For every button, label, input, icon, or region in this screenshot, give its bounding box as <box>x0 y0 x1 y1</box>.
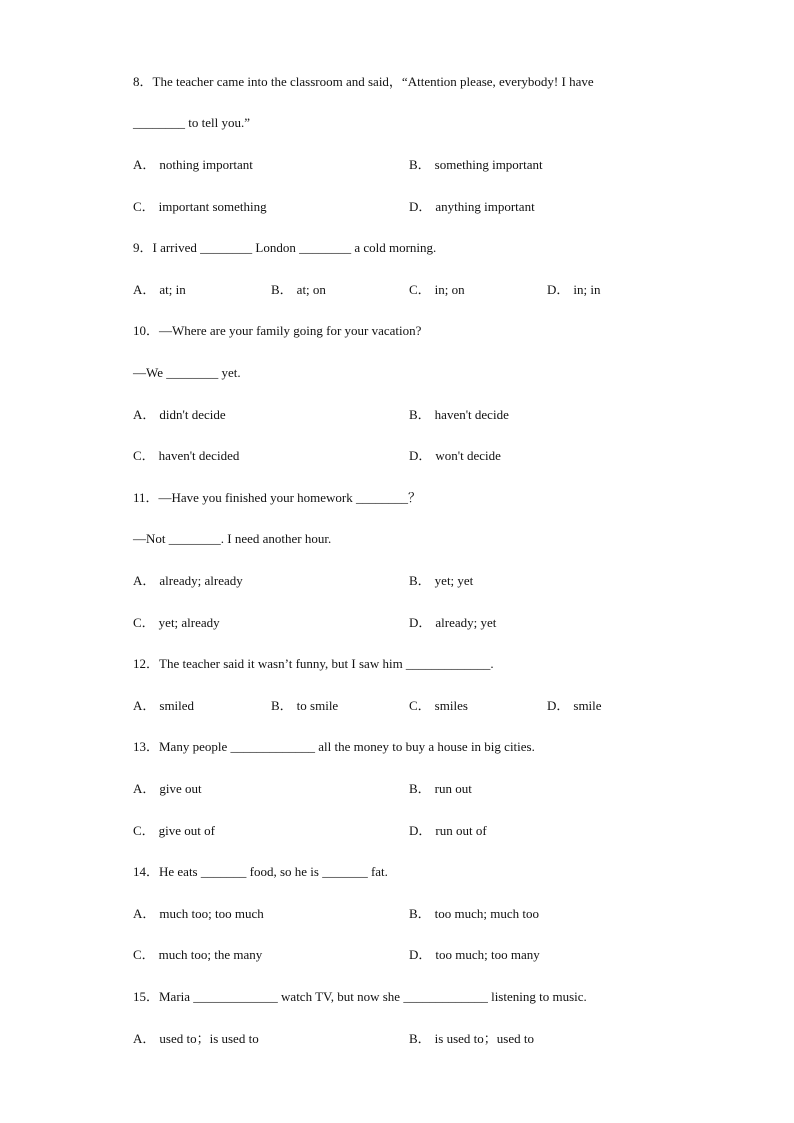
question-13-option-c[interactable] <box>133 823 215 839</box>
question-9-option-d[interactable] <box>547 282 600 298</box>
option-letter: C． <box>133 823 155 838</box>
option-text: smiles <box>434 698 468 713</box>
question-9-option-b[interactable] <box>271 282 326 298</box>
question-14-option-c[interactable] <box>133 947 262 963</box>
option-text: smiled <box>159 698 195 713</box>
question-11-option-a[interactable] <box>133 573 243 589</box>
question-9-stem: 9．I arrived ________ London ________ a cold morning. <box>133 240 437 255</box>
question-14-option-b[interactable] <box>409 906 539 922</box>
option-letter: D． <box>409 448 432 463</box>
option-letter: B． <box>409 781 431 796</box>
question-12-stem: 12．The teacher said it wasn’t funny, but I saw him _____________. <box>133 656 494 671</box>
option-letter: D． <box>409 199 432 214</box>
question-13-option-d[interactable] <box>409 823 487 839</box>
option-text: haven't decided <box>158 448 240 463</box>
question-10-stem: 10．—Where are your family going for your vacation? <box>133 323 422 338</box>
option-letter: C． <box>133 448 155 463</box>
option-text: too much; too many <box>435 947 540 962</box>
option-letter: A． <box>133 282 156 297</box>
option-text: won't decide <box>435 448 501 463</box>
question-10-option-a[interactable] <box>133 407 226 423</box>
question-13-stem: 13．Many people _____________ all the money to buy a house in big cities. <box>133 739 535 754</box>
option-letter: C． <box>133 947 155 962</box>
option-letter: A． <box>133 407 156 422</box>
option-text: something important <box>434 157 543 172</box>
option-text: already; yet <box>435 615 497 630</box>
option-text: run out <box>434 781 472 796</box>
option-text: much too; too much <box>159 906 264 921</box>
option-letter: C． <box>409 282 431 297</box>
option-letter: B． <box>409 1031 431 1046</box>
option-letter: A． <box>133 906 156 921</box>
option-text: used to；is used to <box>159 1031 259 1046</box>
option-text: at; in <box>159 282 186 297</box>
option-letter: D． <box>409 947 432 962</box>
option-letter: A． <box>133 573 156 588</box>
question-15-option-b[interactable] <box>409 1031 534 1047</box>
option-text: smile <box>573 698 602 713</box>
option-letter: B． <box>409 157 431 172</box>
option-letter: A． <box>133 157 156 172</box>
question-12-option-d[interactable] <box>547 698 602 714</box>
question-15-stem: 15．Maria _____________ watch TV, but now she _____________ listening to music. <box>133 989 587 1004</box>
option-letter: A． <box>133 781 156 796</box>
option-text: run out of <box>435 823 487 838</box>
question-13-option-a[interactable] <box>133 781 202 797</box>
question-8-option-d[interactable] <box>409 199 535 215</box>
option-text: haven't decide <box>434 407 509 422</box>
option-letter: B． <box>271 698 293 713</box>
option-letter: B． <box>409 906 431 921</box>
question-10-option-b[interactable] <box>409 407 509 423</box>
option-letter: C． <box>409 698 431 713</box>
question-11-stem: 11．—Have you finished your homework ________？ <box>133 490 422 505</box>
question-10-option-c[interactable] <box>133 448 239 464</box>
question-8-stem: 8．The teacher came into the classroom and said，“Attention please, everybody! I have <box>133 74 594 89</box>
option-text: give out <box>159 781 202 796</box>
option-letter: D． <box>547 282 570 297</box>
option-letter: D． <box>409 615 432 630</box>
option-text: is used to；used to <box>434 1031 534 1046</box>
option-letter: B． <box>409 407 431 422</box>
option-text: in; in <box>573 282 601 297</box>
question-9-option-a[interactable] <box>133 282 186 298</box>
option-text: yet; already <box>158 615 220 630</box>
option-letter: B． <box>271 282 293 297</box>
question-8-option-b[interactable] <box>409 157 543 173</box>
question-11-option-d[interactable] <box>409 615 496 631</box>
option-text: to smile <box>296 698 339 713</box>
question-10-stem-cont: —We ________ yet. <box>133 365 241 380</box>
question-14-option-d[interactable] <box>409 947 540 963</box>
question-11-option-b[interactable] <box>409 573 473 589</box>
question-14-option-a[interactable] <box>133 906 264 922</box>
question-15-option-a[interactable] <box>133 1031 259 1047</box>
option-text: at; on <box>296 282 326 297</box>
question-13-option-b[interactable] <box>409 781 472 797</box>
question-8-option-c[interactable] <box>133 199 267 215</box>
option-letter: D． <box>409 823 432 838</box>
option-text: anything important <box>435 199 535 214</box>
option-letter: D． <box>547 698 570 713</box>
option-letter: C． <box>133 615 155 630</box>
question-12-option-a[interactable] <box>133 698 194 714</box>
question-9-option-c[interactable] <box>409 282 465 298</box>
option-text: too much; much too <box>434 906 540 921</box>
option-text: didn't decide <box>159 407 226 422</box>
question-8-stem-cont: ________ to tell you.” <box>133 115 250 130</box>
option-letter: A． <box>133 698 156 713</box>
question-11-stem-cont: —Not ________. I need another hour. <box>133 531 332 546</box>
option-text: much too; the many <box>158 947 263 962</box>
option-letter: B． <box>409 573 431 588</box>
option-text: important something <box>158 199 267 214</box>
option-text: yet; yet <box>434 573 474 588</box>
option-text: in; on <box>434 282 465 297</box>
question-10-option-d[interactable] <box>409 448 501 464</box>
question-11-option-c[interactable] <box>133 615 220 631</box>
option-letter: C． <box>133 199 155 214</box>
option-text: nothing important <box>159 157 253 172</box>
question-12-option-c[interactable] <box>409 698 468 714</box>
question-14-stem: 14．He eats _______ food, so he is _______ fat. <box>133 864 388 879</box>
question-12-option-b[interactable] <box>271 698 338 714</box>
option-text: give out of <box>158 823 215 838</box>
question-8-option-a[interactable] <box>133 157 253 173</box>
option-text: already; already <box>159 573 243 588</box>
option-letter: A． <box>133 1031 156 1046</box>
